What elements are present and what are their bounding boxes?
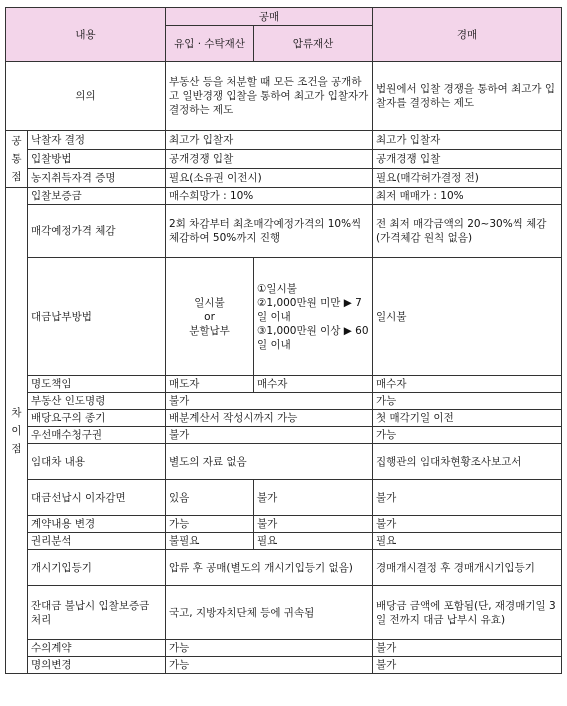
table-row [6,205,562,258]
row-public-sale: 최고가 입찰자 [166,131,373,150]
row-public-sale: 공개경쟁 입찰 [166,150,373,169]
differences-group-label: 차이점 [6,188,28,674]
row-label: 명의변경 [28,657,166,674]
row-label: 우선매수청구권 [28,427,166,444]
row-foreclosed: 불가 [254,516,373,533]
table-row [6,393,562,410]
payment-option-1: ①일시불 [257,282,297,295]
definition-row [6,62,562,131]
header-content: 내용 [6,8,166,62]
row-auction: 첫 매각기일 이전 [373,410,562,427]
row-auction: 불가 [373,657,562,674]
row-label: 임대차 내용 [28,444,166,480]
definition-label: 의의 [6,62,166,131]
header-foreclosed-property: 압류재산 [254,26,373,62]
definition-auction: 법원에서 입찰 경쟁을 통하여 최고가 입찰자를 결정하는 제도 [373,62,562,131]
row-auction: 가능 [373,393,562,410]
comparison-table [5,7,562,674]
row-seized: 매도자 [166,376,254,393]
row-seized: 있음 [166,480,254,516]
payment-foreclosed [254,258,373,376]
table-row [6,410,562,427]
row-label: 명도책임 [28,376,166,393]
table-row [6,376,562,393]
row-seized: 불필요 [166,533,254,550]
row-label: 매각예정가격 체감 [28,205,166,258]
table-row [6,516,562,533]
row-label: 부동산 인도명령 [28,393,166,410]
row-public-sale: 국고, 지방자치단체 등에 귀속됨 [166,586,373,640]
row-label: 대금납부방법 [28,258,166,376]
row-auction: 필요 [373,533,562,550]
payment-seized-line2: or [204,310,215,323]
payment-seized [166,258,254,376]
header-row-1 [6,8,562,26]
row-foreclosed: 필요 [254,533,373,550]
row-auction: 불가 [373,480,562,516]
header-auction: 경매 [373,8,562,62]
table-row [6,427,562,444]
row-label: 농지취득자격 증명 [28,169,166,188]
row-label: 권리분석 [28,533,166,550]
definition-public-sale: 부동산 등을 처분할 때 모든 조건을 공개하고 일반경쟁 입찰을 통하여 최고가 입찰자가 결정하는 제도 [166,62,373,131]
row-label: 개시기입등기 [28,550,166,586]
row-public-sale: 배분계산서 작성시까지 가능 [166,410,373,427]
row-foreclosed: 불가 [254,480,373,516]
payment-seized-line3: 분할납부 [189,324,230,337]
row-auction: 경매개시결정 후 경매개시기입등기 [373,550,562,586]
row-auction: 필요(매각허가결정 전) [373,169,562,188]
row-public-sale: 2회 차감부터 최초매각예정가격의 10%씩 체감하여 50%까지 진행 [166,205,373,258]
table-row [6,258,562,376]
row-label: 입찰방법 [28,150,166,169]
table-row [6,131,562,150]
row-foreclosed: 매수자 [254,376,373,393]
table-row [6,640,562,657]
table-row [6,444,562,480]
row-public-sale: 압류 후 공매(별도의 개시기입등기 없음) [166,550,373,586]
comparison-table-container [5,7,561,674]
payment-seized-line1: 일시불 [194,296,225,309]
row-public-sale: 불가 [166,393,373,410]
payment-option-3: ③1,000만원 이상 ▶ 60일 이내 [257,324,369,351]
row-label: 배당요구의 종기 [28,410,166,427]
common-group-label: 공통점 [6,131,28,188]
table-row [6,533,562,550]
row-auction: 최저 매매가 : 10% [373,188,562,205]
row-auction: 불가 [373,640,562,657]
row-auction: 배당금 금액에 포함됨(단, 재경매기일 3일 전까지 대금 납부시 유효) [373,586,562,640]
row-public-sale: 별도의 자료 없음 [166,444,373,480]
row-public-sale: 가능 [166,657,373,674]
row-auction: 공개경쟁 입찰 [373,150,562,169]
table-row [6,657,562,674]
row-auction: 매수자 [373,376,562,393]
row-auction: 최고가 입찰자 [373,131,562,150]
header-public-sale: 공매 [166,8,373,26]
row-label: 계약내용 변경 [28,516,166,533]
table-row [6,150,562,169]
row-auction: 전 최저 매각금액의 20~30%씩 체감(가격체감 원칙 없음) [373,205,562,258]
row-public-sale: 필요(소유권 이전시) [166,169,373,188]
row-label: 입찰보증금 [28,188,166,205]
table-row [6,550,562,586]
payment-option-2: ②1,000만원 미만 ▶ 7일 이내 [257,296,362,323]
row-public-sale: 가능 [166,640,373,657]
table-row [6,480,562,516]
header-seized-property: 유입 · 수탁재산 [166,26,254,62]
row-label: 낙찰자 결정 [28,131,166,150]
table-row [6,586,562,640]
row-public-sale: 불가 [166,427,373,444]
row-public-sale: 매수희망가 : 10% [166,188,373,205]
row-auction: 집행관의 임대차현황조사보고서 [373,444,562,480]
row-auction: 일시불 [373,258,562,376]
row-label: 대금선납시 이자감면 [28,480,166,516]
row-auction: 불가 [373,516,562,533]
table-row [6,169,562,188]
table-row [6,188,562,205]
row-label: 잔대금 불납시 입찰보증금 처리 [28,586,166,640]
row-label: 수의계약 [28,640,166,657]
row-seized: 가능 [166,516,254,533]
row-auction: 가능 [373,427,562,444]
